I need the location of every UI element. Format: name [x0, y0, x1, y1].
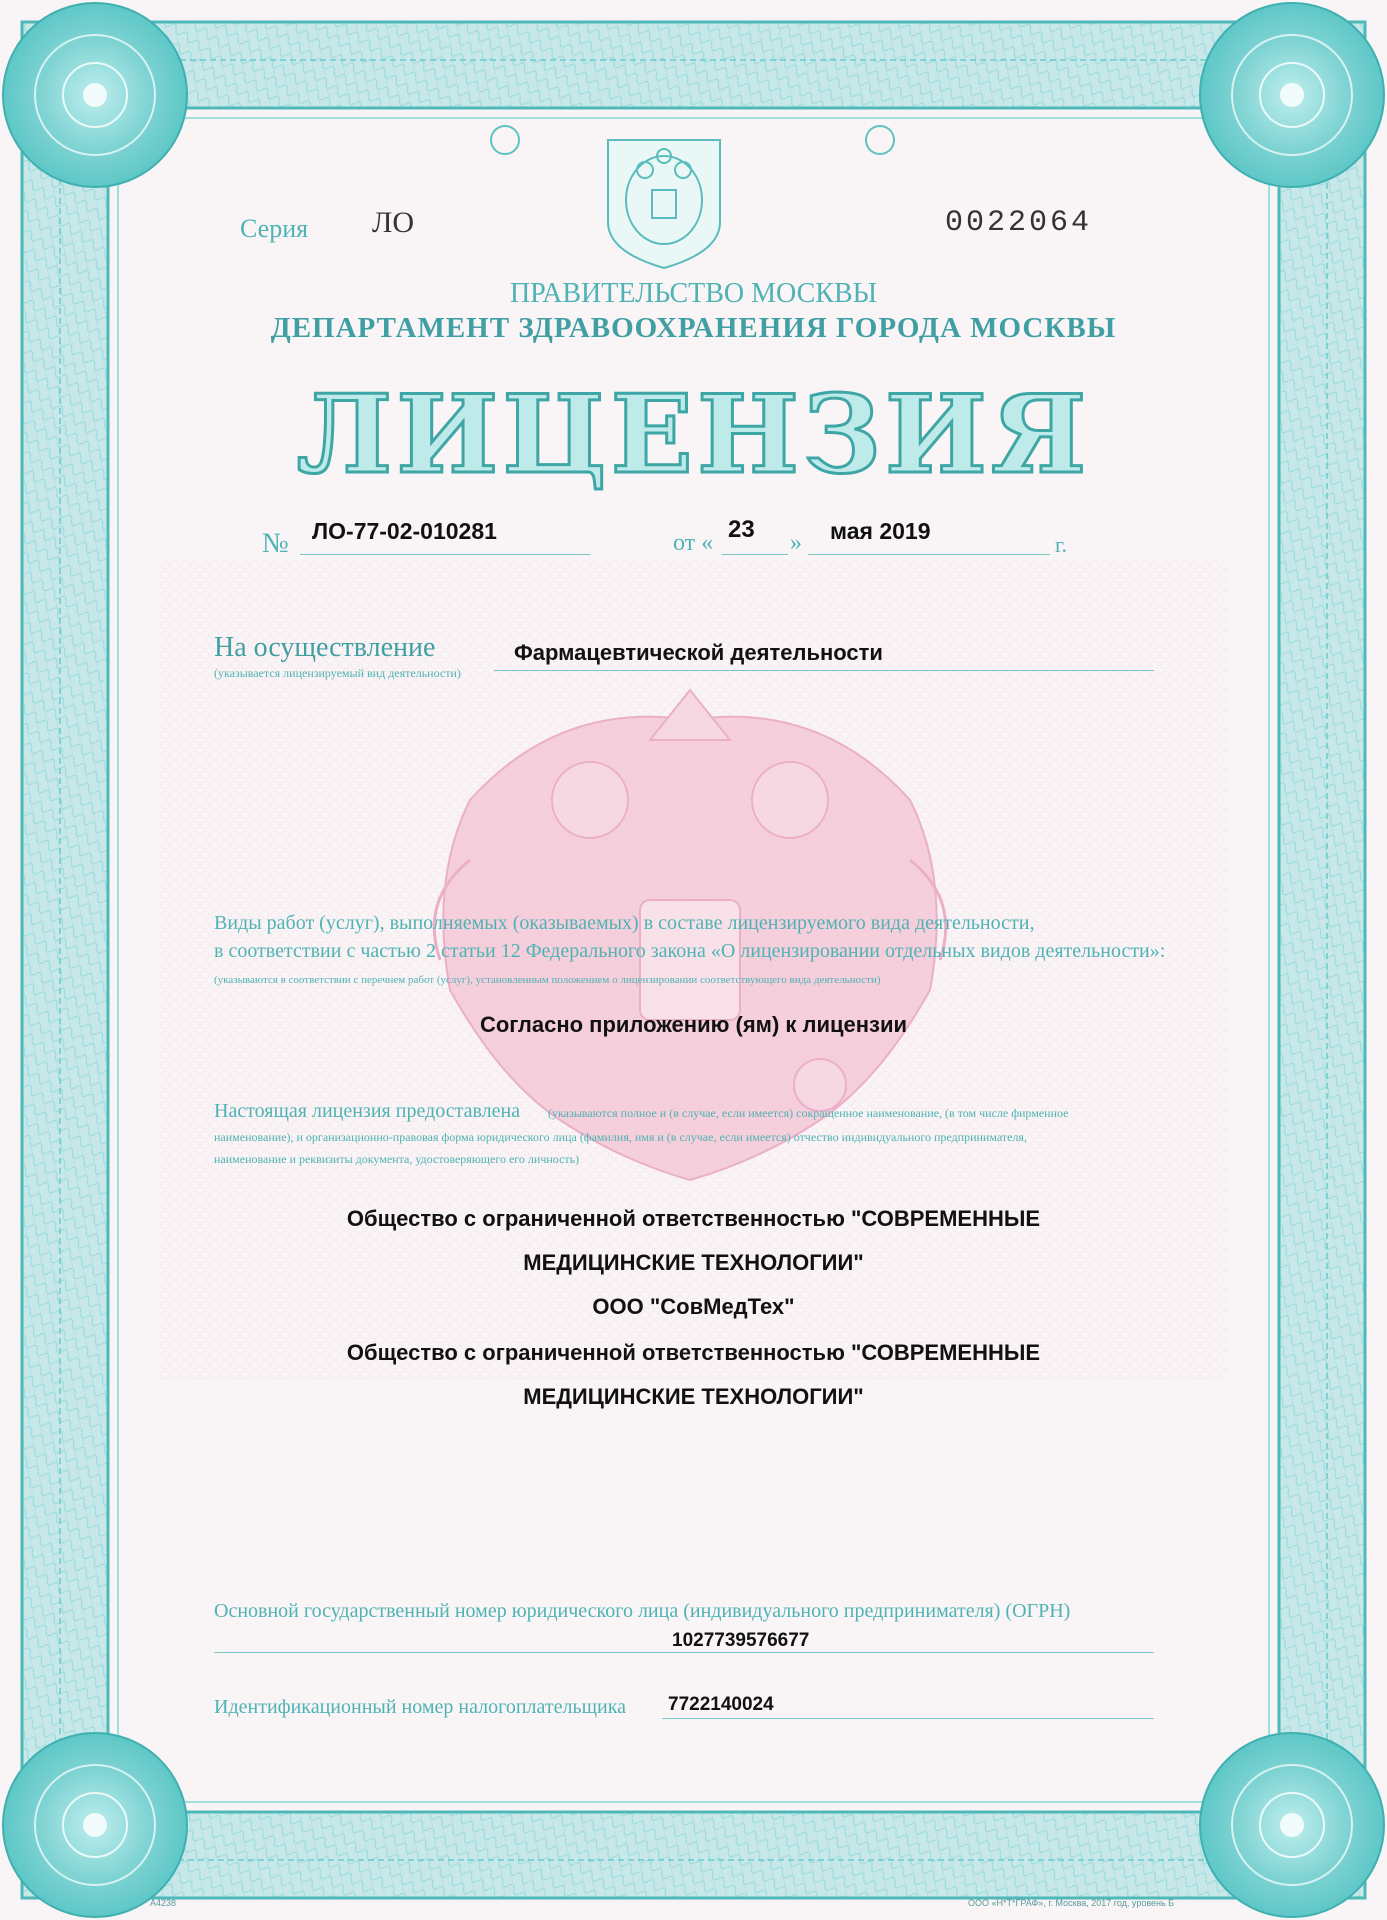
printer-imprint: ООО «Н*Т*ГРАФ», г. Москва, 2017 год, уровень Б	[968, 1898, 1175, 1908]
grantee-hint-line2: наименование), и организационно-правовая форма юридического лица (фамилия, имя и (в случае, если имеется) отчество индивидуального предпринимателя,	[214, 1130, 1027, 1144]
activity-underline	[494, 670, 1154, 671]
license-day: 23	[728, 516, 755, 543]
coat-of-arms-icon	[608, 140, 720, 268]
day-underline	[722, 554, 788, 555]
works-value: Согласно приложению (ям) к лицензии	[479, 1012, 908, 1037]
grantee-label: Настоящая лицензия предоставлена	[214, 1100, 521, 1122]
inn-underline	[662, 1718, 1154, 1719]
guilloche-rosette-icon	[3, 3, 187, 187]
department-title: ДЕПАРТАМЕНТ ЗДРАВООХРАНЕНИЯ ГОРОДА МОСКВЫ	[270, 312, 1117, 344]
ogrn-value: 1027739576677	[672, 1630, 810, 1651]
guilloche-rosette-icon	[3, 1733, 187, 1917]
grantee-full-name-line2: МЕДИЦИНСКИЕ ТЕХНОЛОГИИ"	[523, 1250, 864, 1275]
works-label-line2: в соответствии с частью 2 статьи 12 Федерального закона «О лицензировании отдельных видов деятельности»:	[214, 940, 1166, 962]
activity-value: Фармацевтической деятельности	[514, 640, 883, 665]
series-value: ЛО	[372, 206, 415, 239]
grantee-brand-name-line2: МЕДИЦИНСКИЕ ТЕХНОЛОГИИ"	[523, 1384, 864, 1409]
works-hint: (указываются в соответствии с перечнем работ (услуг), установленным положением о лицензировании соответствующего вида деятельности)	[214, 974, 881, 986]
date-quote-close: »	[790, 530, 802, 556]
works-label-line1: Виды работ (услуг), выполняемых (оказываемых) в составе лицензируемого вида деятельности,	[214, 912, 1035, 934]
number-underline	[300, 554, 590, 555]
guilloche-rosette-icon	[1200, 3, 1384, 187]
ogrn-underline	[214, 1652, 1154, 1653]
year-suffix: г.	[1055, 532, 1068, 557]
blank-number: 0022064	[945, 206, 1093, 240]
license-month-year: мая 2019	[830, 518, 931, 544]
inn-value: 7722140024	[668, 1694, 774, 1715]
guilloche-rosette-icon	[1200, 1733, 1384, 1917]
document-title: ЛИЦЕНЗИЯ	[296, 372, 1091, 498]
activity-label: На осуществление	[214, 632, 436, 663]
form-code: А4238	[150, 1898, 177, 1908]
government-title: ПРАВИТЕЛЬСТВО МОСКВЫ	[509, 278, 878, 309]
ogrn-label: Основной государственный номер юридического лица (индивидуального предпринимателя) (ОГРН)	[214, 1600, 1071, 1622]
number-label: №	[262, 528, 289, 559]
grantee-hint-line1: (указываются полное и (в случае, если имеется) сокращенное наименование, (в том числе фирменное	[548, 1106, 1069, 1120]
inn-label: Идентификационный номер налогоплательщика	[214, 1696, 627, 1718]
month-underline	[808, 554, 1050, 555]
activity-hint: (указывается лицензируемый вид деятельности)	[214, 666, 461, 680]
license-number: ЛО-77-02-010281	[312, 518, 497, 544]
grantee-hint-line3: наименование и реквизиты документа, удостоверяющего его личность)	[214, 1152, 580, 1166]
grantee-short-name: ООО "СовМедТех"	[592, 1294, 795, 1319]
grantee-full-name-line1: Общество с ограниченной ответственностью "СОВРЕМЕННЫЕ	[346, 1206, 1041, 1231]
date-from-label: от «	[673, 530, 714, 556]
series-label: Серия	[240, 214, 309, 243]
grantee-brand-name-line1: Общество с ограниченной ответственностью "СОВРЕМЕННЫЕ	[346, 1340, 1041, 1365]
